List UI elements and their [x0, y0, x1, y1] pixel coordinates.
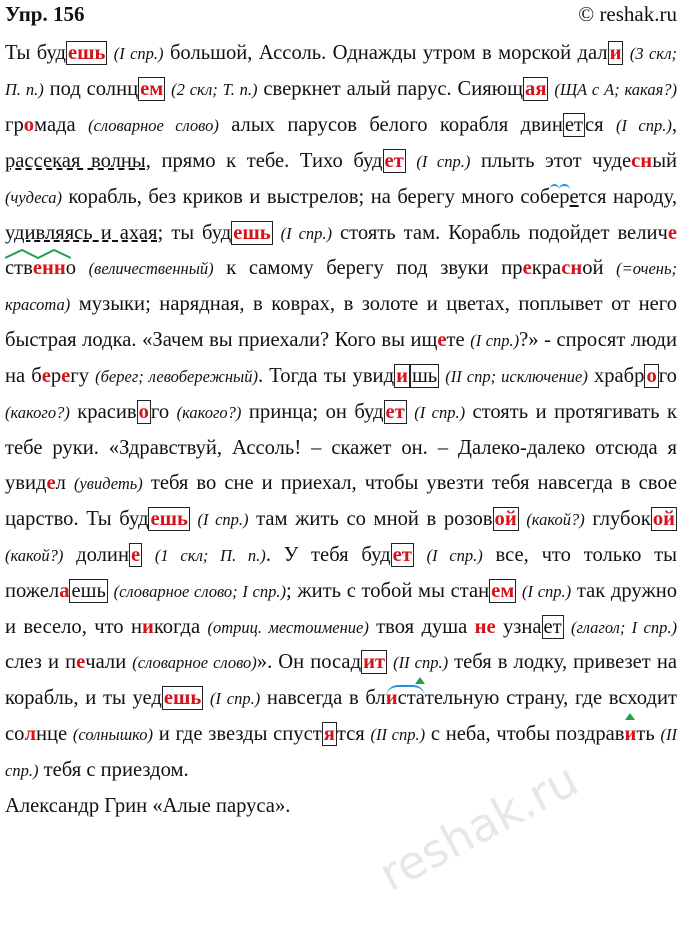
- text-run: там жить со мной в розов: [256, 507, 493, 530]
- exercise-text: [5, 36, 677, 824]
- text-run: навсегда в бл: [266, 687, 386, 710]
- text-run: . У тебя буд: [265, 543, 391, 566]
- text-run: музыки; нарядная, в коврах, в золоте и цветах, поплывет от него быстрая лодка. «Зачем вы приехали? Кого вы ищ: [5, 293, 677, 352]
- text-run: долин: [76, 543, 129, 566]
- ending-box: ет: [385, 401, 405, 424]
- note: (отриц. местоимение): [207, 617, 369, 637]
- suffix-mark: [5, 251, 66, 286]
- root-vowel: е: [550, 185, 560, 208]
- note: (I спр.): [197, 509, 249, 529]
- ending-box: шь: [411, 365, 438, 388]
- text-run: с неба, чтобы поздрав: [430, 723, 625, 746]
- text-run: стоять там. Корабль подойдет велич: [340, 221, 668, 244]
- note: (2 скл; Т. п.): [171, 79, 258, 99]
- ending-box: я: [323, 723, 335, 746]
- ending-box: е: [130, 543, 141, 566]
- text-run: глубок: [592, 507, 651, 530]
- red-letter: е: [667, 221, 677, 244]
- note: (какого?): [5, 403, 70, 423]
- red-letter: е: [46, 471, 56, 494]
- root-letter: а: [415, 687, 425, 710]
- note: (чудеса): [5, 187, 62, 207]
- text-run: сверкнет алый парус. Сияющ: [263, 77, 524, 100]
- note: (увидеть): [73, 473, 143, 493]
- note: (II спр; исключение): [445, 367, 588, 387]
- text-run: слез и п: [5, 651, 77, 674]
- root-letter: р: [559, 185, 570, 208]
- note: (какой?): [526, 509, 585, 529]
- red-letters: сн: [561, 257, 583, 280]
- text-run: го: [150, 401, 170, 424]
- red-letter: е: [522, 257, 532, 280]
- ending-box: и: [396, 365, 408, 388]
- ending-box: ая: [525, 77, 547, 100]
- red-letter: е: [41, 365, 51, 388]
- text-run: стоять и протягивать к тебе руки. «Здравствуй, Ассоль! – скажет он. – Далеко-далеко отсюда я увид: [5, 401, 677, 494]
- text-run: кра: [531, 257, 562, 280]
- ending-box: ешь: [71, 579, 106, 602]
- header: [5, 2, 677, 28]
- note: (II спр.): [5, 725, 677, 781]
- text-run: л: [55, 471, 66, 494]
- note: (какого?): [176, 403, 242, 423]
- ending-box: о: [646, 365, 657, 388]
- text-run: нце: [36, 723, 68, 746]
- caret-mark-icon: [416, 681, 425, 716]
- ending-box: ешь: [163, 687, 202, 710]
- suffix-zigzag-icon: [5, 249, 71, 259]
- red-letter: л: [24, 723, 36, 746]
- red-letters: нн: [42, 257, 66, 280]
- text-run: Ты буд: [5, 42, 66, 64]
- ending-box: ет: [384, 149, 404, 172]
- text-run: мада: [34, 113, 76, 136]
- text-run: ст: [397, 687, 416, 710]
- ending-box: ем: [140, 77, 164, 100]
- text-run: принца; он буд: [248, 401, 384, 424]
- red-letter: а: [59, 579, 70, 602]
- note: (=очень; красота): [5, 259, 677, 315]
- text-run: ств: [5, 257, 33, 280]
- red-letter: о: [23, 113, 35, 136]
- text-run: р: [50, 365, 62, 388]
- note: (I спр.): [616, 115, 672, 135]
- text-run: ый: [652, 149, 678, 172]
- note: (словарное слово): [88, 115, 219, 135]
- red-letter: е: [61, 365, 71, 388]
- red-letter: и: [141, 615, 154, 638]
- note: (солнышко): [72, 725, 153, 745]
- text-run: ть: [636, 723, 655, 746]
- note: (I спр.): [414, 403, 466, 423]
- text-run: ; ты буд: [157, 221, 232, 244]
- note: (глагол; I спр.): [571, 617, 677, 637]
- note: (какой?): [5, 545, 64, 565]
- ending-box: ешь: [67, 42, 106, 64]
- source-label: © reshak.ru: [578, 2, 677, 26]
- text-run: тся: [336, 723, 365, 746]
- note: (словарное слово; I спр.): [113, 581, 286, 601]
- red-letter: е: [437, 329, 447, 352]
- watermark: reshak.ru: [370, 752, 587, 902]
- text-run: о: [65, 257, 77, 280]
- note: (1 скл; П. п.): [154, 545, 266, 565]
- red-letter: е: [76, 651, 86, 674]
- text-run: тебя в лодку, привезет на корабль, и ты уед: [5, 651, 677, 710]
- text-run: тебя с приездом.: [43, 759, 189, 782]
- note: (II спр.): [370, 725, 426, 745]
- red-letter: и: [385, 687, 398, 710]
- text-run: и где звезды спуст: [158, 723, 322, 746]
- text-run: алых парусов белого корабля двин: [231, 113, 563, 136]
- adverbial-phrase: удивляясь и ахая: [5, 221, 158, 244]
- participle-phrase: рассекая волны: [5, 149, 146, 172]
- text-run: ?» - спросят люди на б: [5, 329, 677, 388]
- text-run: ; жить с тобой мы стан: [285, 579, 490, 602]
- text-run: под солнц: [49, 77, 139, 100]
- note: (ЩА с А; какая?): [554, 79, 677, 99]
- text-run: ». Он посад: [256, 651, 362, 674]
- text-run: красив: [77, 401, 137, 424]
- text-run: гу: [70, 365, 90, 388]
- ending-box: ем: [491, 579, 515, 602]
- author-line: Александр Грин «Алые паруса».: [5, 795, 291, 818]
- text-run: узна: [502, 615, 542, 638]
- text-run: когда: [153, 615, 201, 638]
- ending-box: и: [609, 42, 622, 64]
- text-run: , прямо к тебе. Тихо буд: [145, 149, 383, 172]
- note: (I спр.): [470, 331, 520, 351]
- ending-box: ет: [392, 543, 412, 566]
- note: (I спр.): [210, 689, 261, 709]
- text-run: все, что только ты пожел: [5, 543, 677, 602]
- note: (I спр.): [113, 44, 164, 63]
- ending-box: ешь: [150, 507, 188, 530]
- text-run: храбр: [593, 365, 645, 388]
- note: (3 скл; П. п.): [5, 44, 678, 99]
- ending-box: ой: [652, 507, 675, 530]
- red-letter: и: [624, 717, 636, 752]
- text-run: чали: [85, 651, 127, 674]
- note: (II спр.): [393, 653, 449, 673]
- ending-box: ешь: [233, 221, 271, 244]
- text-run: тся народу,: [578, 185, 677, 208]
- exercise-title: Упр. 156: [5, 2, 85, 26]
- root-arc: [386, 685, 425, 709]
- note: (словарное слово): [132, 653, 257, 673]
- note: (I спр.): [280, 223, 333, 243]
- red-letters: сн: [631, 149, 653, 172]
- text-run: те: [446, 329, 465, 352]
- text-run: большой, Ассоль. Однажды утром в морской дал: [169, 42, 608, 64]
- text-run: ся: [585, 113, 604, 136]
- text-run: тельную страну, где всходит со: [5, 687, 677, 746]
- note: (величественный): [88, 259, 214, 279]
- text-run: так дружно и весело, что н: [5, 579, 678, 638]
- root-vowel: е: [569, 185, 579, 208]
- text-run: гр: [5, 113, 24, 136]
- note: (I спр.): [426, 545, 483, 565]
- red-particle: не: [474, 615, 496, 638]
- text-run: . Тогда ты увид: [257, 365, 395, 388]
- ending-box: ет: [543, 615, 562, 638]
- text-run: корабль, без криков и выстрелов; на берегу много соб: [68, 185, 551, 208]
- ending-box: ой: [494, 507, 517, 530]
- note: (берег; левобережный): [95, 367, 258, 387]
- text-run: твоя душа: [376, 615, 468, 638]
- note: (I спр.): [522, 581, 572, 601]
- text-run: тебя во сне и приехал, чтобы увезти тебя навсегда в свое царство. Ты буд: [5, 471, 678, 530]
- text-run: ,: [671, 113, 677, 136]
- ending-box: ит: [363, 651, 386, 674]
- text-run: к самому берегу под звуки пр: [226, 257, 523, 280]
- text-run: плыть этот чуде: [480, 149, 632, 172]
- red-letter: е: [32, 257, 43, 280]
- ending-box: ет: [564, 113, 584, 136]
- note: (I спр.): [416, 151, 471, 171]
- ending-box: о: [138, 401, 149, 424]
- text-run: го: [658, 365, 677, 388]
- text-run: ой: [582, 257, 604, 280]
